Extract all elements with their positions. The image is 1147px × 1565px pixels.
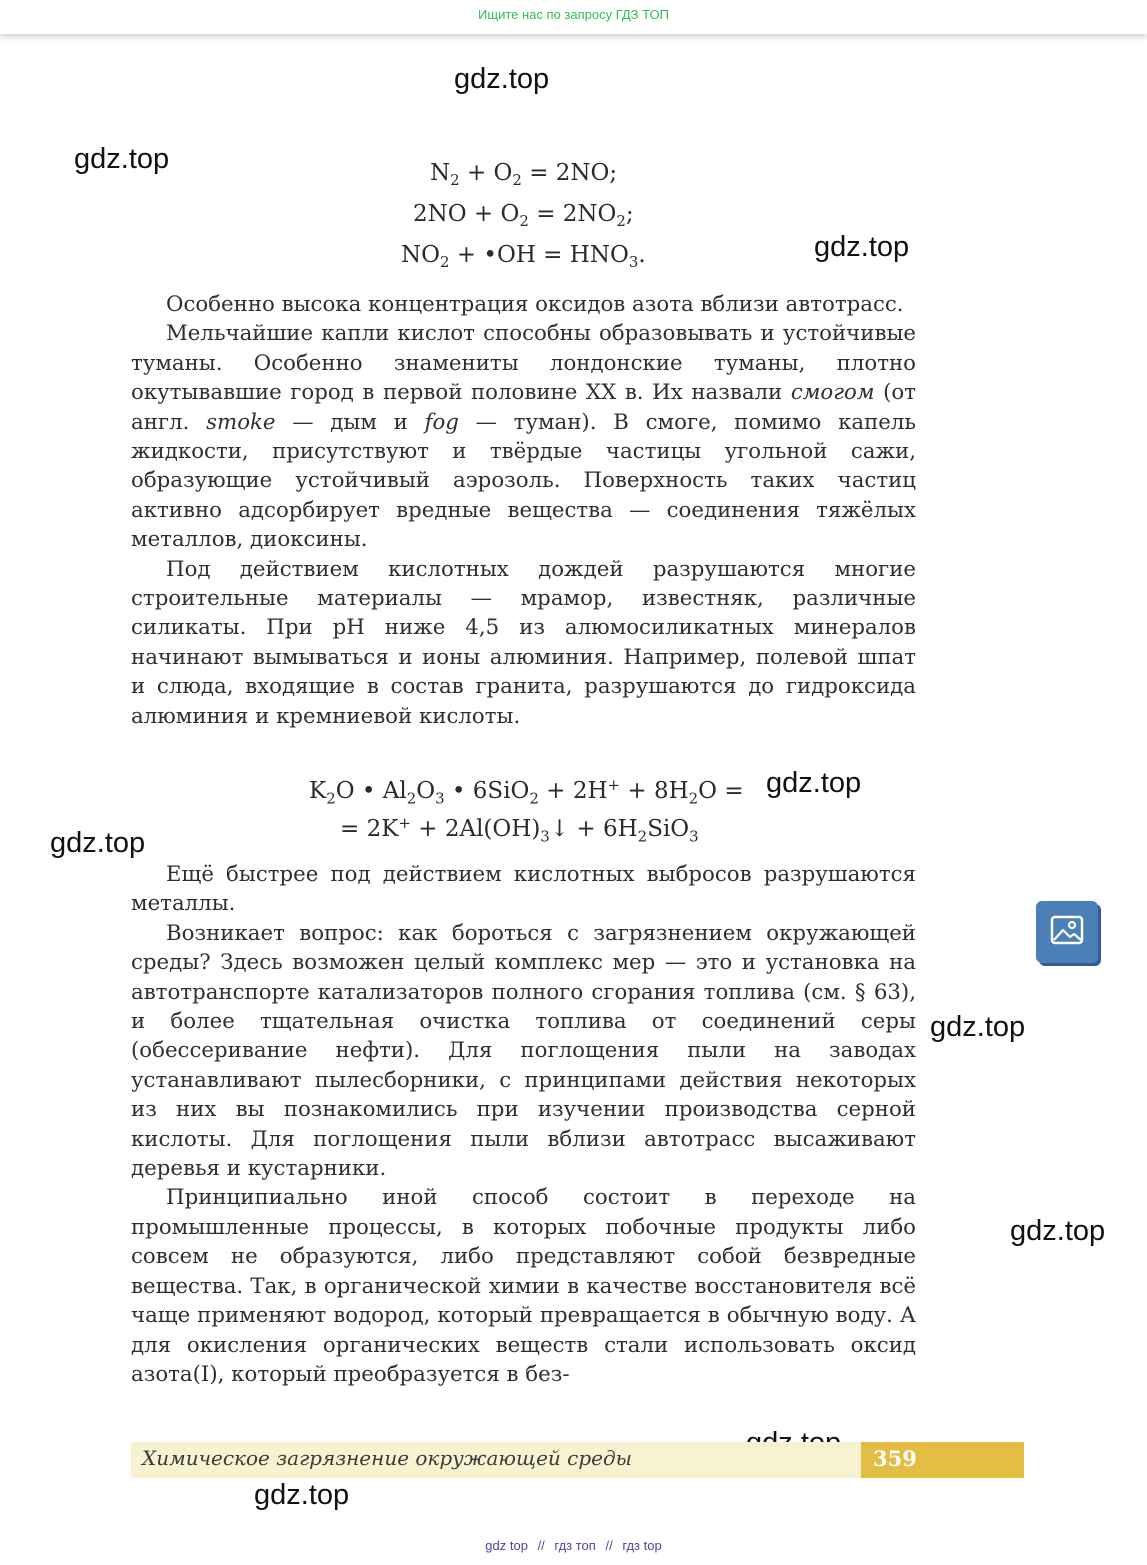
page-number: 359 — [873, 1446, 917, 1471]
watermark: gdz.top — [254, 1479, 350, 1511]
footer-chapter-title: Химическое загрязнение окружающей среды — [142, 1446, 632, 1470]
bottom-link-3[interactable]: гдз top — [622, 1538, 662, 1553]
body-text-section-1 — [131, 290, 916, 731]
watermark: gdz.top — [930, 1011, 1026, 1043]
top-banner-text: Ищите нас по запросу ГДЗ ТОП — [478, 7, 669, 22]
paragraph: Ещё быстрее под действием кислотных выбросов разрушаются металлы. — [131, 862, 916, 917]
watermark: gdz.top — [814, 231, 910, 263]
watermark: gdz.top — [74, 143, 170, 175]
equation-2: $2NO + O_2 = 2NO_2$; — [413, 201, 634, 231]
watermark: gdz.top — [454, 63, 550, 95]
equation-3: $NO_2$ + •OH = $HNO_3$. — [401, 242, 646, 272]
equation-1: $N_2 + O_2 = 2NO$; — [430, 160, 618, 190]
watermark: gdz.top — [1010, 1215, 1106, 1247]
paragraph: Принципиально иной способ состоит в переходе на промышленные процессы, в которых побочные продукты либо совсем не образуются, либо представляют собой безвредные вещества. Так, в органической химии в качестве восстановителя всё чаще применяют водород, который превращается в обычную воду. А для окисления органических веществ стали использовать оксид азота(I), который преобразуется в без- — [131, 1185, 916, 1387]
bottom-link-1[interactable]: gdz top — [485, 1538, 528, 1553]
bottom-link-separator: // — [605, 1538, 613, 1553]
body-text-section-2 — [131, 860, 916, 1389]
watermark: gdz.top — [50, 827, 146, 859]
paragraph: Возникает вопрос: как бороться с загрязнением окружающей среды? Здесь возможен целый комплекс мер — это и установка на автотранспорте катализаторов полного сгорания топлива (см. § 63), и более тщательная очистка топлива от соединений серы (обессеривание нефти). Для поглощения пыли на заводах устанавливают пылесборники, с принципами действия некоторых из них вы познакомились при изучении производства серной кислоты. Для поглощения пыли вблизи автотрасс высаживают деревья и кустарники. — [131, 920, 916, 1182]
image-view-button[interactable] — [1036, 901, 1098, 963]
image-icon — [1050, 913, 1084, 951]
bottom-link-2[interactable]: гдз топ — [554, 1538, 596, 1553]
equation-granite-line-1: $K_2O$ • $Al_2O_3$ • $6SiO_2 + 2H^+ + 8H_2O$ = — [309, 776, 744, 808]
equation-granite-line-2: = $2K^+ + 2Al(OH)_3↓ + 6H_2SiO_3$ — [340, 814, 699, 846]
watermark: gdz.top — [766, 767, 862, 799]
paragraph: Особенно высока концентрация оксидов азота вблизи автотрасс. — [166, 292, 904, 317]
paragraph: Под действием кислотных дождей разрушаются многие строительные материалы — мрамор, известняк, различные силикаты. При pH ниже 4,5 из алюмосиликатных минералов начинают вымываться и ионы алюминия. Например, полевой шпат и слюда, входящие в состав гранита, разрушаются до гидроксида алюминия и кремниевой кислоты. — [131, 556, 916, 729]
bottom-link-separator: // — [537, 1538, 545, 1553]
paragraph: Мельчайшие капли кислот способны образовывать и устойчивые туманы. Особенно знамениты лондонские туманы, плотно окутывавшие город в первой половине XX в. Их назвали смогом (от англ. smoke — дым и fog — туман). В смоге, помимо капель жидкости, присутствуют и твёрдые частицы угольной сажи, образующие устойчивый аэрозоль. Поверхность таких частиц активно адсорбирует вредные вещества — соединения тяжёлых металлов, диоксины. — [131, 321, 917, 553]
top-banner — [0, 0, 1147, 34]
bottom-links — [0, 1538, 1147, 1553]
